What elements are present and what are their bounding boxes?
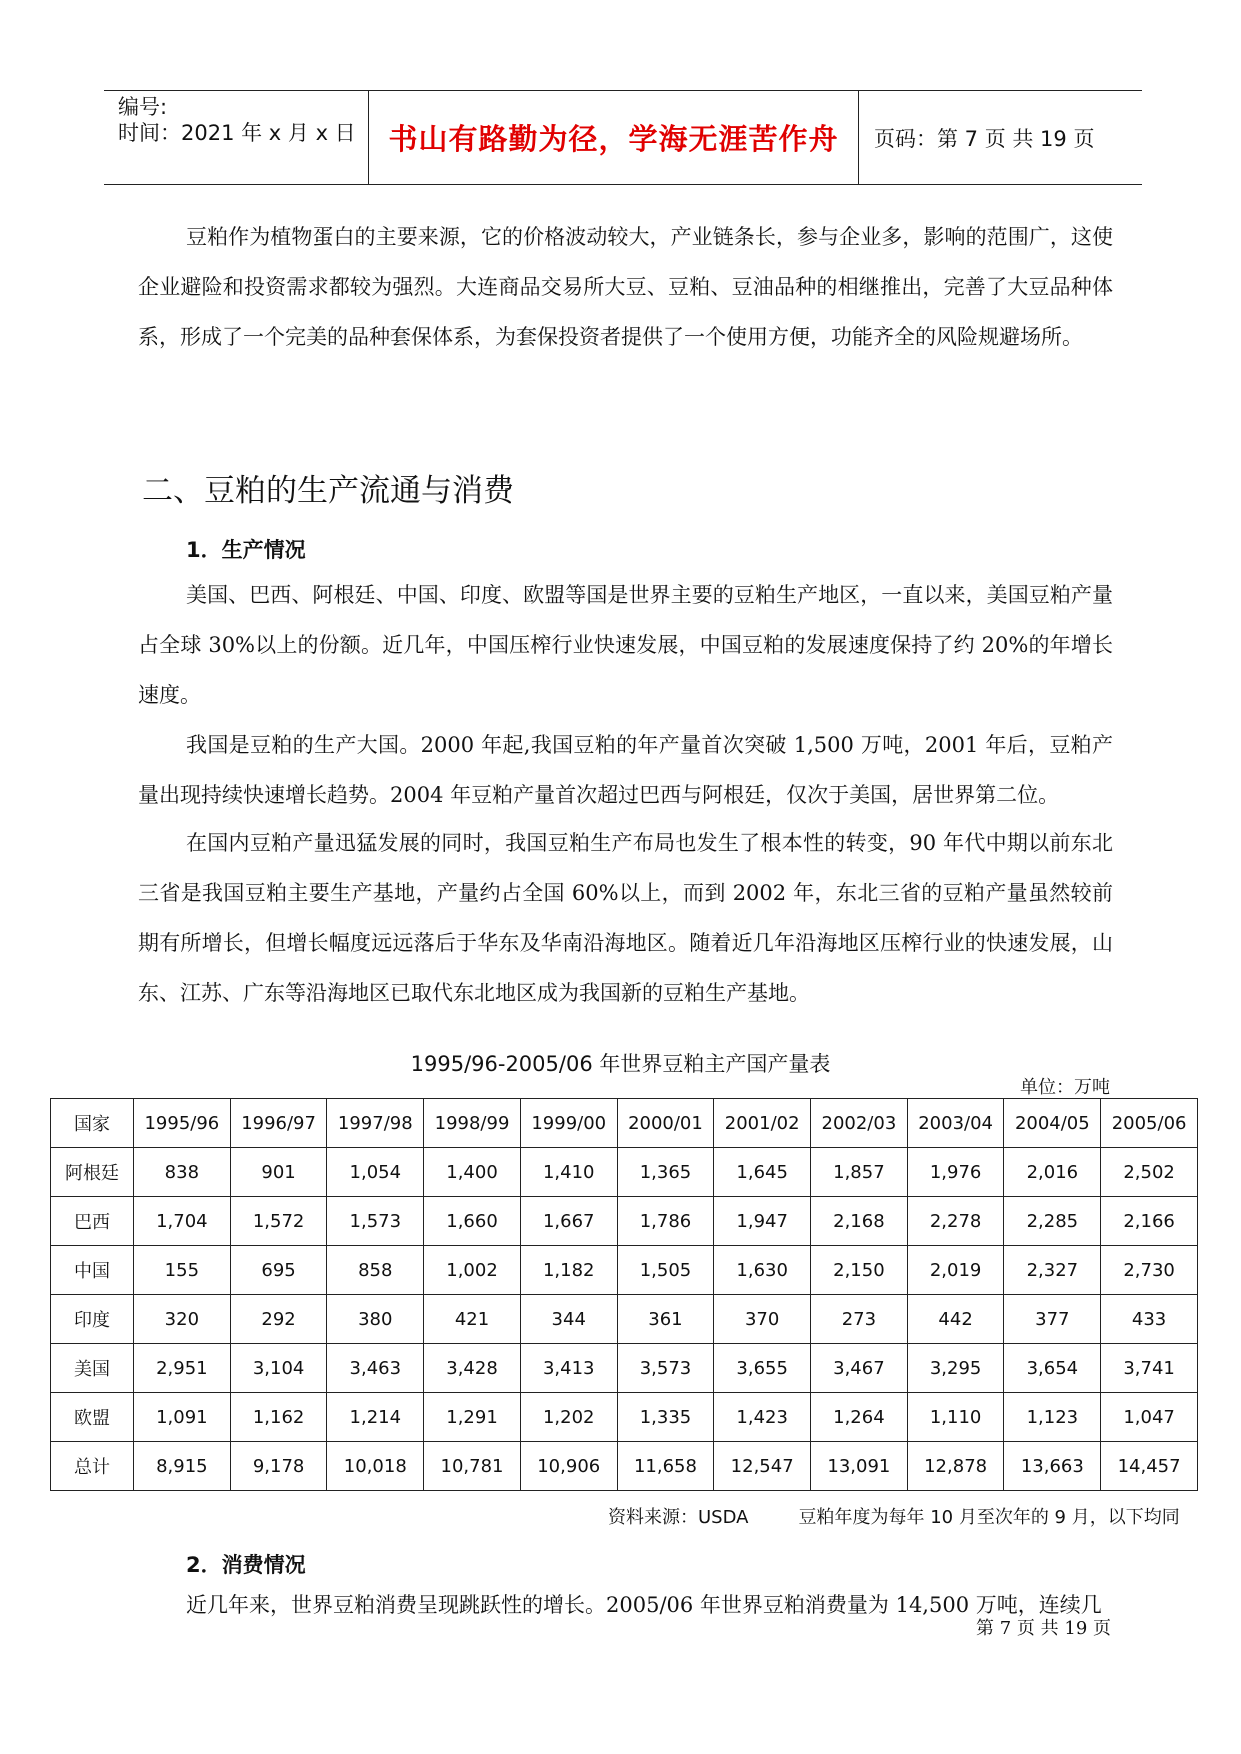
table-cell: 10,781 <box>424 1442 521 1491</box>
table-cell: 13,091 <box>811 1442 908 1491</box>
table-cell: 1,976 <box>907 1148 1004 1197</box>
table-cell: 3,428 <box>424 1344 521 1393</box>
table-cell: 1,335 <box>617 1393 714 1442</box>
table-header-cell: 2003/04 <box>907 1099 1004 1148</box>
table-cell: 1,264 <box>811 1393 908 1442</box>
table-cell: 1,400 <box>424 1148 521 1197</box>
table-cell: 695 <box>230 1246 327 1295</box>
table-header-cell: 1997/98 <box>327 1099 424 1148</box>
table-cell: 1,123 <box>1004 1393 1101 1442</box>
table-row-label: 阿根廷 <box>51 1148 134 1197</box>
table-source <box>608 1503 1180 1529</box>
header-motto: 书山有路勤为径，学海无涯苦作舟 <box>388 122 839 156</box>
table-cell: 1,704 <box>134 1197 231 1246</box>
consumption-paragraph: 近几年来，世界豆粕消费呈现跳跃性的增长。2005/06 年世界豆粕消费量为 14,500 万吨，连续几 <box>186 1593 1102 1617</box>
table-cell: 1,423 <box>714 1393 811 1442</box>
table-cell: 320 <box>134 1295 231 1344</box>
table-cell: 3,295 <box>907 1344 1004 1393</box>
table-cell: 1,630 <box>714 1246 811 1295</box>
table-cell: 12,878 <box>907 1442 1004 1491</box>
table-cell: 3,467 <box>811 1344 908 1393</box>
table-cell: 1,365 <box>617 1148 714 1197</box>
table-cell: 901 <box>230 1148 327 1197</box>
table-cell: 292 <box>230 1295 327 1344</box>
table-cell: 2,278 <box>907 1197 1004 1246</box>
table-cell: 3,573 <box>617 1344 714 1393</box>
table-cell: 2,502 <box>1101 1148 1198 1197</box>
table-cell: 1,054 <box>327 1148 424 1197</box>
table-cell: 10,906 <box>520 1442 617 1491</box>
header-meta <box>118 91 368 184</box>
table-cell: 3,413 <box>520 1344 617 1393</box>
table-cell: 361 <box>617 1295 714 1344</box>
production-table <box>50 1098 1198 1491</box>
table-cell: 2,285 <box>1004 1197 1101 1246</box>
production-paragraph-2: 我国是豆粕的生产大国。2000 年起,我国豆粕的年产量首次突破 1,500 万吨，2001 年后，豆粕产量出现持续快速增长趋势。2004 年豆粕产量首次超过巴西与阿根廷，仅次于美国，居世界第二位。 <box>138 733 1113 807</box>
table-header-cell: 2002/03 <box>811 1099 908 1148</box>
table-cell: 1,202 <box>520 1393 617 1442</box>
table-cell: 3,741 <box>1101 1344 1198 1393</box>
table-row-label: 总计 <box>51 1442 134 1491</box>
table-cell: 1,572 <box>230 1197 327 1246</box>
table-header-cell: 2000/01 <box>617 1099 714 1148</box>
table-cell: 2,168 <box>811 1197 908 1246</box>
table-cell: 2,730 <box>1101 1246 1198 1295</box>
intro-paragraph: 豆粕作为植物蛋白的主要来源，它的价格波动较大，产业链条长，参与企业多，影响的范围广，这使企业避险和投资需求都较为强烈。大连商品交易所大豆、豆粕、豆油品种的相继推出，完善了大豆品种体系，形成了一个完美的品种套保体系，为套保投资者提供了一个使用方便，功能齐全的风险规避场所。 <box>138 225 1113 349</box>
section-title: 二、豆粕的生产流通与消费 <box>142 473 514 509</box>
table-cell: 1,857 <box>811 1148 908 1197</box>
table-header-cell: 1996/97 <box>230 1099 327 1148</box>
table-cell: 1,047 <box>1101 1393 1198 1442</box>
table-header-cell: 国家 <box>51 1099 134 1148</box>
table-cell: 2,019 <box>907 1246 1004 1295</box>
table-cell: 3,463 <box>327 1344 424 1393</box>
table-row <box>51 1246 1198 1295</box>
doc-number-label: 编号: <box>118 95 168 119</box>
table-cell: 1,573 <box>327 1197 424 1246</box>
table-cell: 8,915 <box>134 1442 231 1491</box>
table-cell: 3,104 <box>230 1344 327 1393</box>
table-cell: 13,663 <box>1004 1442 1101 1491</box>
table-header-cell: 2005/06 <box>1101 1099 1198 1148</box>
table-row <box>51 1295 1198 1344</box>
table-cell: 12,547 <box>714 1442 811 1491</box>
table-cell: 858 <box>327 1246 424 1295</box>
page-footer: 第 7 页 共 19 页 <box>976 1618 1111 1639</box>
table-cell: 1,505 <box>617 1246 714 1295</box>
table-cell: 1,660 <box>424 1197 521 1246</box>
header-divider <box>858 91 859 184</box>
table-header-row <box>51 1099 1198 1148</box>
subsection-title-consumption: 2．消费情况 <box>186 1553 306 1577</box>
table-unit: 单位：万吨 <box>1020 1077 1110 1098</box>
table-cell: 377 <box>1004 1295 1101 1344</box>
table-cell: 1,645 <box>714 1148 811 1197</box>
table-row-label: 巴西 <box>51 1197 134 1246</box>
table-cell: 273 <box>811 1295 908 1344</box>
table-header-cell: 1995/96 <box>134 1099 231 1148</box>
table-cell: 2,327 <box>1004 1246 1101 1295</box>
table-header-cell: 2004/05 <box>1004 1099 1101 1148</box>
header-page-label: 页码：第 7 页 共 19 页 <box>874 126 1095 151</box>
source-note: 资料来源：USDA <box>608 1507 749 1528</box>
table-cell: 1,002 <box>424 1246 521 1295</box>
doc-time-label: 时间：2021 年 x 月 x 日 <box>118 121 356 145</box>
table-cell: 2,951 <box>134 1344 231 1393</box>
table-header-cell: 1998/99 <box>424 1099 521 1148</box>
table-cell: 2,166 <box>1101 1197 1198 1246</box>
production-paragraph-1: 美国、巴西、阿根廷、中国、印度、欧盟等国是世界主要的豆粕生产地区，一直以来，美国豆粕产量占全球 30%以上的份额。近几年，中国压榨行业快速发展，中国豆粕的发展速度保持了约 20%的年增长速度。 <box>138 583 1113 707</box>
table-cell: 380 <box>327 1295 424 1344</box>
page-header <box>104 90 1142 185</box>
table-cell: 1,410 <box>520 1148 617 1197</box>
table-cell: 1,786 <box>617 1197 714 1246</box>
table-cell: 2,150 <box>811 1246 908 1295</box>
table-cell: 1,182 <box>520 1246 617 1295</box>
table-cell: 11,658 <box>617 1442 714 1491</box>
table-cell: 3,654 <box>1004 1344 1101 1393</box>
table-cell: 1,091 <box>134 1393 231 1442</box>
table-row <box>51 1344 1198 1393</box>
table-cell: 1,667 <box>520 1197 617 1246</box>
table-row <box>51 1442 1198 1491</box>
table-cell: 433 <box>1101 1295 1198 1344</box>
table-row-label: 欧盟 <box>51 1393 134 1442</box>
table-cell: 1,291 <box>424 1393 521 1442</box>
table-cell: 344 <box>520 1295 617 1344</box>
table-cell: 155 <box>134 1246 231 1295</box>
year-note: 豆粕年度为每年 10 月至次年的 9 月，以下均同 <box>798 1507 1180 1528</box>
table-cell: 1,947 <box>714 1197 811 1246</box>
table-cell: 14,457 <box>1101 1442 1198 1491</box>
table-header-cell: 1999/00 <box>520 1099 617 1148</box>
table-row-label: 中国 <box>51 1246 134 1295</box>
table-cell: 370 <box>714 1295 811 1344</box>
table-cell: 421 <box>424 1295 521 1344</box>
table-cell: 3,655 <box>714 1344 811 1393</box>
subsection-title-production: 1．生产情况 <box>186 538 306 562</box>
table-cell: 9,178 <box>230 1442 327 1491</box>
table-row <box>51 1197 1198 1246</box>
table-cell: 1,110 <box>907 1393 1004 1442</box>
table-row-label: 美国 <box>51 1344 134 1393</box>
table-row <box>51 1148 1198 1197</box>
table-cell: 2,016 <box>1004 1148 1101 1197</box>
table-cell: 1,162 <box>230 1393 327 1442</box>
table-header-cell: 2001/02 <box>714 1099 811 1148</box>
table-cell: 1,214 <box>327 1393 424 1442</box>
table-row-label: 印度 <box>51 1295 134 1344</box>
production-paragraph-3: 在国内豆粕产量迅猛发展的同时，我国豆粕生产布局也发生了根本性的转变，90 年代中期以前东北三省是我国豆粕主要生产基地，产量约占全国 60%以上，而到 2002 年，东北三省的豆粕产量虽然较前期有所增长，但增长幅度远远落后于华东及华南沿海地区。随着近几年沿海地区压榨行业的快速发展，山东、江苏、广东等沿海地区已取代东北地区成为我国新的豆粕生产基地。 <box>138 831 1113 1005</box>
table-cell: 10,018 <box>327 1442 424 1491</box>
table-cell: 442 <box>907 1295 1004 1344</box>
table-row <box>51 1393 1198 1442</box>
table-caption: 1995/96-2005/06 年世界豆粕主产国产量表 <box>410 1052 831 1076</box>
table-cell: 838 <box>134 1148 231 1197</box>
